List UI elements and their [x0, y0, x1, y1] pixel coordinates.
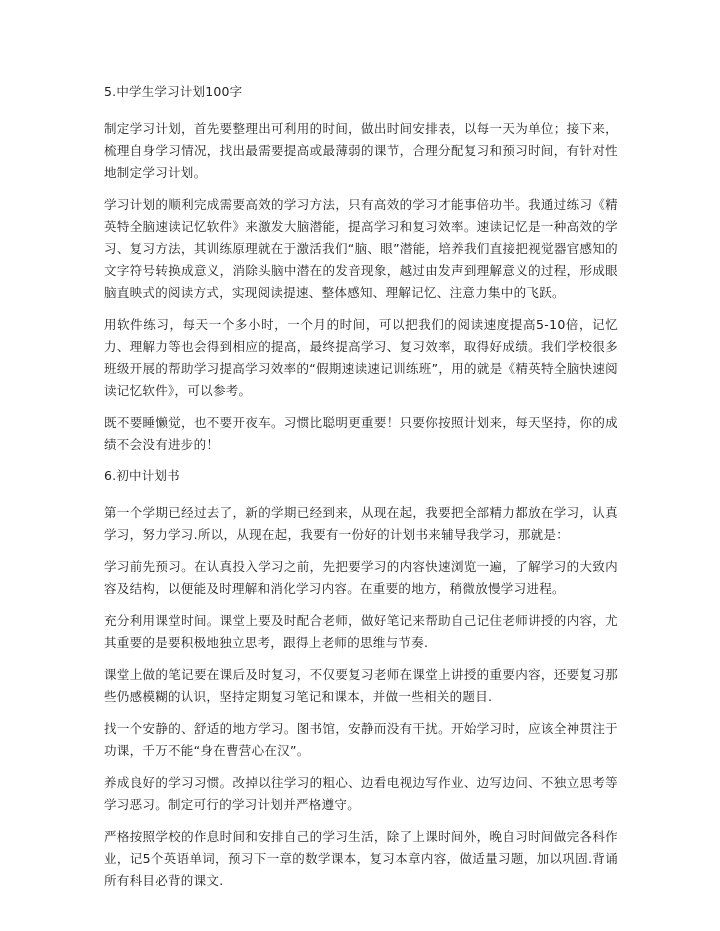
- document-page: [104, 82, 618, 902]
- section-6-paragraph-7: 严格按照学校的作息时间和安排自己的学习生活，除了上课时间外，晚自习时间做完各科作业，记5个英语单词，预习下一章的数学课本，复习本章内容，做适量习题，加以巩固.背诵所有科目必背的课文.: [104, 829, 618, 888]
- section-5-heading: 5.中学生学习计划100字: [104, 84, 243, 99]
- section-5-paragraph-3: 用软件练习，每天一个多小时，一个月的时间，可以把我们的阅读速度提高5-10倍，记忆力、理解力等也会得到相应的提高，最终提高学习、复习效率，取得好成绩。我们学校很多班级开展的帮助学习提高学习效率的“假期速读速记训练班”，用的就是《精英特全脑快速阅读记忆软件》，可以参考。: [104, 317, 618, 398]
- section-6-heading: 6.初中计划书: [104, 468, 180, 483]
- section-6-paragraph-1: 第一个学期已经过去了，新的学期已经到来，从现在起，我要把全部精力都放在学习，认真学习，努力学习.所以，从现在起，我要有一份好的计划书来辅导我学习，那就是：: [104, 505, 618, 542]
- section-5-paragraph-2: 学习计划的顺利完成需要高效的学习方法，只有高效的学习才能事倍功半。我通过练习《精英特全脑速读记忆软件》来激发大脑潜能，提高学习和复习效率。速读记忆是一种高效的学习、复习方法，其训练原理就在于激活我们“脑、眼”潜能，培养我们直接把视觉器官感知的文字符号转换成意义，消除头脑中潜在的发音现象，越过由发声到理解意义的过程，形成眼脑直映式的阅读方式，实现阅读提速、整体感知、理解记忆、注意力集中的飞跃。: [104, 197, 618, 300]
- section-6-paragraph-4: 课堂上做的笔记要在课后及时复习，不仅要复习老师在课堂上讲授的重要内容，还要复习那些仍感模糊的认识，坚持定期复习笔记和课本，并做一些相关的题目.: [104, 667, 618, 704]
- section-5-paragraph-4: 既不要睡懒觉，也不要开夜车。习惯比聪明更重要！只要你按照计划来，每天坚持，你的成绩不会没有进步的！: [104, 415, 618, 452]
- section-6-paragraph-5: 找一个安静的、舒适的地方学习。图书馆，安静而没有干扰。开始学习时，应该全神贯注于功课，千万不能“身在曹营心在汉”。: [104, 721, 618, 758]
- section-6-paragraph-3: 充分利用课堂时间。课堂上要及时配合老师，做好笔记来帮助自己记住老师讲授的内容，尤其重要的是要积极地独立思考，跟得上老师的思维与节奏.: [104, 613, 618, 650]
- section-6-paragraph-2: 学习前先预习。在认真投入学习之前，先把要学习的内容快速浏览一遍，了解学习的大致内容及结构，以便能及时理解和消化学习内容。在重要的地方，稍微放慢学习进程。: [104, 559, 618, 596]
- section-6-paragraph-6: 养成良好的学习习惯。改掉以往学习的粗心、边看电视边写作业、边写边问、不独立思考等学习恶习。制定可行的学习计划并严格遵守。: [104, 775, 618, 812]
- section-5-paragraph-1: 制定学习计划，首先要整理出可利用的时间，做出时间安排表，以每一天为单位；接下来，梳理自身学习情况，找出最需要提高或最薄弱的课节，合理分配复习和预习时间，有针对性地制定学习计划。: [104, 121, 618, 180]
